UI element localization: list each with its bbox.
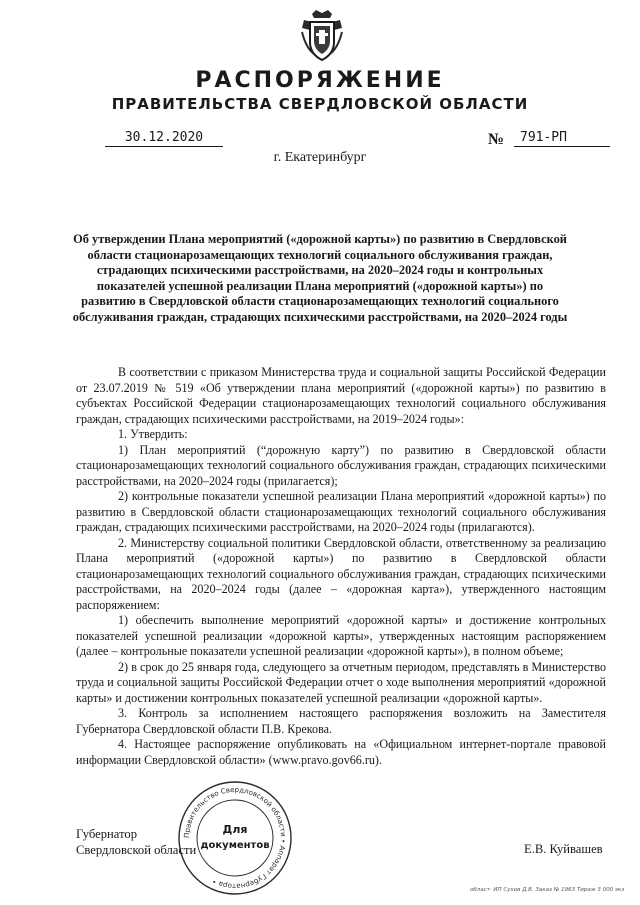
print-footer-note: област· ИП Сухов Д.В. Заказ № 1963 Тираж 3 000 экз	[470, 887, 625, 893]
body-paragraph: 1) обеспечить выполнение мероприятий «дорожной карты» и достижение контрольных показателей успешной реализации «дорожной карты», утвержденных настоящим распоряжением (далее – контрольные показатели успешной реализации «дорожной карты»), в полном объеме;	[76, 613, 606, 658]
signatory-post-line2: Свердловской области	[76, 842, 197, 857]
body-paragraph: 4. Настоящее распоряжение опубликовать на «Официальном интернет-портале правовой информации Свердловской области» (www.pravo.gov66.ru).	[76, 737, 606, 767]
signatory-post-line1: Губернатор	[76, 827, 137, 841]
city-name: г. Екатеринбург	[273, 150, 367, 165]
coat-of-arms-icon	[298, 8, 346, 64]
signatory-post	[76, 827, 196, 858]
document-number: 791-РП	[514, 130, 610, 147]
document-subject: Об утверждении Плана мероприятий («дорожной карты») по развитию в Свердловской области стационарозамещающих технологий социального обслуживания граждан, страдающих психическими расстройствами, на 2020–2024 годы и контрольных показателей успешной реализации Плана мероприятий («дорожной карты») по развитию в Свердловской области стационарозамещающих технологий социального обслуживания граждан, страдающих психическими расстройствами, на 2020–2024 годы	[72, 232, 568, 324]
body-paragraph: 1) План мероприятий (“дорожную карту”) по развитию в Свердловской области стационарозамещающих технологий социального обслуживания граждан, страдающих психическими расстройствами, на 2020–2024 годы (прилагается);	[76, 442, 606, 488]
number-sign: №	[488, 131, 505, 148]
document-date: 30.12.2020	[105, 130, 223, 147]
signatory-name: Е.В. Куйвашев	[524, 842, 603, 856]
body-paragraph: 1. Утвердить:	[118, 427, 188, 441]
stamp-ring-text: Правительство Свердловской области • Аппарат Губернатора •	[182, 785, 288, 891]
body-paragraph: 3. Контроль за исполнением настоящего распоряжения возложить на Заместителя Губернатора Свердловской области П.В. Крекова.	[76, 706, 606, 736]
document-subtitle: ПРАВИТЕЛЬСТВА СВЕРДЛОВСКОЙ ОБЛАСТИ	[111, 95, 529, 113]
svg-text:Правительство Свердловской обл	[183, 786, 287, 890]
body-paragraph: 2) в срок до 25 января года, следующего за отчетным периодом, представлять в Министерство труда и социальной защиты Российской Федерации отчет о ходе выполнения мероприятий «дорожной карты» и достижении контрольных показателей успешной реализации «дорожной карты».	[76, 659, 606, 705]
stamp-center-line1: Для	[222, 823, 248, 836]
document-body	[76, 365, 606, 768]
body-paragraph: 2) контрольные показатели успешной реализации Плана мероприятий «дорожной карты») по развитию в Свердловской области стационарозамещающих технологий социального обслуживания граждан, страдающих психическими расстройствами, на 2020–2024 годы (прилагаются).	[76, 489, 606, 534]
stamp-center-line2: документов	[200, 840, 270, 851]
body-paragraph: В соответствии с приказом Министерства труда и социальной защиты Российской Федерации от 23.07.2019 № 519 «Об утверждении плана мероприятий («дорожной карты») по развитию в субъектах Российской Федерации стационарозамещающих технологий социального обслуживания граждан, страдающих психическими расстройствами, на 2019–2024 годы»:	[76, 365, 606, 426]
body-paragraph: 2. Министерству социальной политики Свердловской области, ответственному за реализацию Плана мероприятий («дорожной карты») по развитию в Свердловской области стационарозамещающих технологий социального обслуживания граждан, страдающих психическими расстройствами, на 2020–2024 годы (далее – «дорожная карта»), утвержденного настоящим распоряжением:	[76, 535, 606, 612]
document-title: РАСПОРЯЖЕНИЕ	[195, 68, 445, 93]
